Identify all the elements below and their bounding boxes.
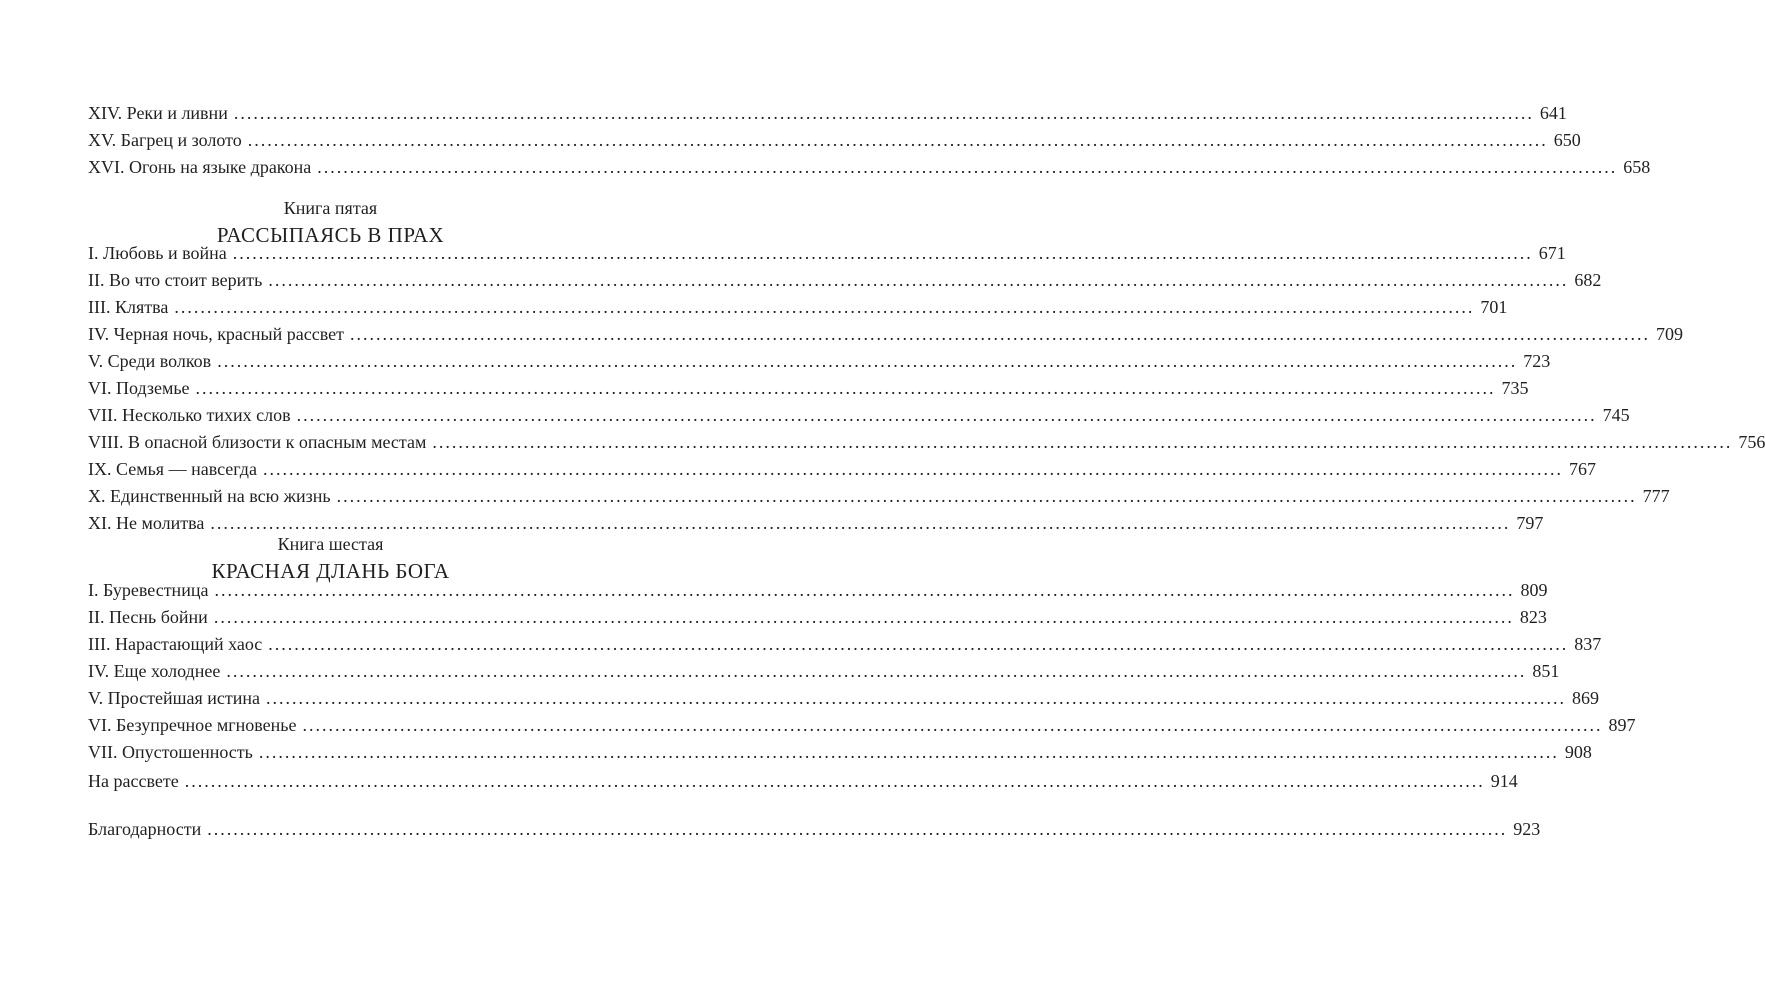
dot-leader: ........................................................................................................................................................................................................ bbox=[213, 607, 1514, 627]
dot-leader: ........................................................................................................................................................................................................ bbox=[184, 771, 1485, 791]
toc-entry[interactable] bbox=[88, 658, 1560, 685]
entry-title: XI. Не молитва bbox=[88, 513, 205, 533]
toc-entry[interactable] bbox=[88, 375, 1529, 402]
entry-title: II. Песнь бойни bbox=[88, 607, 208, 627]
toc-entry-epilogue[interactable] bbox=[88, 768, 1518, 795]
toc-entry[interactable] bbox=[88, 456, 1596, 483]
entry-page: 923 bbox=[1513, 819, 1541, 839]
dot-leader: ........................................................................................................................................................................................................ bbox=[302, 715, 1603, 735]
entry-title: I. Любовь и война bbox=[88, 243, 227, 263]
toc-entry[interactable] bbox=[88, 483, 1670, 510]
toc-entry[interactable] bbox=[88, 154, 1651, 181]
entry-title: I. Буревестница bbox=[88, 580, 209, 600]
entry-page: 869 bbox=[1571, 688, 1599, 708]
entry-title: VII. Несколько тихих слов bbox=[88, 405, 291, 425]
entry-title: XVI. Огонь на языке дракона bbox=[88, 157, 312, 177]
book5-entries bbox=[88, 240, 1765, 537]
toc-entry[interactable] bbox=[88, 127, 1581, 154]
book5-title: РАССЫПАЯСЬ В ПРАХ bbox=[216, 223, 445, 247]
entry-title: III. Клятва bbox=[88, 297, 169, 317]
dot-leader: ........................................................................................................................................................................................................ bbox=[336, 486, 1637, 506]
entry-title: VIII. В опасной близости к опасным местам bbox=[88, 432, 427, 452]
dot-leader: ........................................................................................................................................................................................................ bbox=[350, 324, 1650, 344]
entry-page: 756 bbox=[1738, 432, 1765, 452]
dot-leader: ........................................................................................................................................................................................................ bbox=[217, 351, 1518, 371]
entry-page: 809 bbox=[1520, 580, 1548, 600]
toc-entry[interactable] bbox=[88, 402, 1630, 429]
toc-entry[interactable] bbox=[88, 604, 1547, 631]
dot-leader: ........................................................................................................................................................................................................ bbox=[233, 103, 1534, 123]
epilogue-block bbox=[88, 768, 1518, 795]
book6-label: Книга шестая bbox=[277, 534, 384, 554]
dot-leader: ........................................................................................................................................................................................................ bbox=[195, 378, 1496, 398]
entry-page: 671 bbox=[1538, 243, 1566, 263]
toc-entry[interactable] bbox=[88, 429, 1765, 456]
entry-title: IX. Семья — навсегда bbox=[88, 459, 257, 479]
entry-page: 823 bbox=[1519, 607, 1547, 627]
entry-page: 641 bbox=[1539, 103, 1567, 123]
dot-leader: ........................................................................................................................................................................................................ bbox=[174, 297, 1475, 317]
entry-title: XIV. Реки и ливни bbox=[88, 103, 228, 123]
entry-page: 797 bbox=[1516, 513, 1544, 533]
dot-leader: ........................................................................................................................................................................................................ bbox=[296, 405, 1597, 425]
entry-page: 658 bbox=[1623, 157, 1651, 177]
entry-page: 837 bbox=[1574, 634, 1602, 654]
entry-page: 682 bbox=[1574, 270, 1602, 290]
entry-page: 914 bbox=[1490, 771, 1518, 791]
entry-page: 650 bbox=[1553, 130, 1581, 150]
entry-page: 723 bbox=[1523, 351, 1551, 371]
toc-entry[interactable] bbox=[88, 240, 1566, 267]
toc-entry[interactable] bbox=[88, 631, 1602, 658]
dot-leader: ........................................................................................................................................................................................................ bbox=[210, 513, 1511, 533]
toc-entry[interactable] bbox=[88, 321, 1683, 348]
dot-leader: ........................................................................................................................................................................................................ bbox=[232, 243, 1533, 263]
entry-page: 897 bbox=[1608, 715, 1636, 735]
toc-entry[interactable] bbox=[88, 739, 1592, 766]
entry-page: 709 bbox=[1656, 324, 1683, 344]
book6-entries bbox=[88, 577, 1636, 766]
dot-leader: ........................................................................................................................................................................................................ bbox=[268, 634, 1569, 654]
toc-entry[interactable] bbox=[88, 712, 1636, 739]
entry-page: 767 bbox=[1568, 459, 1596, 479]
acknowledgments-block bbox=[88, 816, 1541, 843]
entry-page: 735 bbox=[1501, 378, 1529, 398]
dot-leader: ........................................................................................................................................................................................................ bbox=[214, 580, 1515, 600]
entry-title: VII. Опустошенность bbox=[88, 742, 253, 762]
entry-title: На рассвете bbox=[88, 771, 179, 791]
entry-title: III. Нарастающий хаос bbox=[88, 634, 263, 654]
dot-leader: ........................................................................................................................................................................................................ bbox=[268, 270, 1569, 290]
entry-title: II. Во что стоит верить bbox=[88, 270, 263, 290]
entry-title: IV. Еще холоднее bbox=[88, 661, 221, 681]
entry-title: VI. Безупречное мгновенье bbox=[88, 715, 297, 735]
toc-entry[interactable] bbox=[88, 577, 1548, 604]
entry-title: IV. Черная ночь, красный рассвет bbox=[88, 324, 344, 344]
entry-title: Благодарности bbox=[88, 819, 202, 839]
entry-page: 908 bbox=[1564, 742, 1592, 762]
dot-leader: ........................................................................................................................................................................................................ bbox=[207, 819, 1508, 839]
entry-title: V. Простейшая истина bbox=[88, 688, 260, 708]
continued-entries bbox=[88, 100, 1651, 181]
toc-entry[interactable] bbox=[88, 100, 1567, 127]
dot-leader: ........................................................................................................................................................................................................ bbox=[226, 661, 1527, 681]
dot-leader: ........................................................................................................................................................................................................ bbox=[258, 742, 1559, 762]
entry-page: 701 bbox=[1480, 297, 1508, 317]
entry-title: VI. Подземье bbox=[88, 378, 190, 398]
toc-entry[interactable] bbox=[88, 267, 1602, 294]
entry-title: X. Единственный на всю жизнь bbox=[88, 486, 331, 506]
entry-page: 851 bbox=[1532, 661, 1560, 681]
toc-entry[interactable] bbox=[88, 348, 1551, 375]
toc-entry-acknowledgments[interactable] bbox=[88, 816, 1541, 843]
toc-entry[interactable] bbox=[88, 294, 1508, 321]
entry-page: 745 bbox=[1602, 405, 1630, 425]
dot-leader: ........................................................................................................................................................................................................ bbox=[317, 157, 1618, 177]
entry-page: 777 bbox=[1642, 486, 1670, 506]
entry-title: XV. Багрец и золото bbox=[88, 130, 242, 150]
book6-title: КРАСНАЯ ДЛАНЬ БОГА bbox=[211, 559, 450, 583]
dot-leader: ........................................................................................................................................................................................................ bbox=[247, 130, 1548, 150]
toc-entry[interactable] bbox=[88, 685, 1599, 712]
dot-leader: ........................................................................................................................................................................................................ bbox=[432, 432, 1733, 452]
entry-title: V. Среди волков bbox=[88, 351, 212, 371]
book5-label: Книга пятая bbox=[283, 198, 378, 218]
dot-leader: ........................................................................................................................................................................................................ bbox=[265, 688, 1566, 708]
dot-leader: ........................................................................................................................................................................................................ bbox=[262, 459, 1563, 479]
